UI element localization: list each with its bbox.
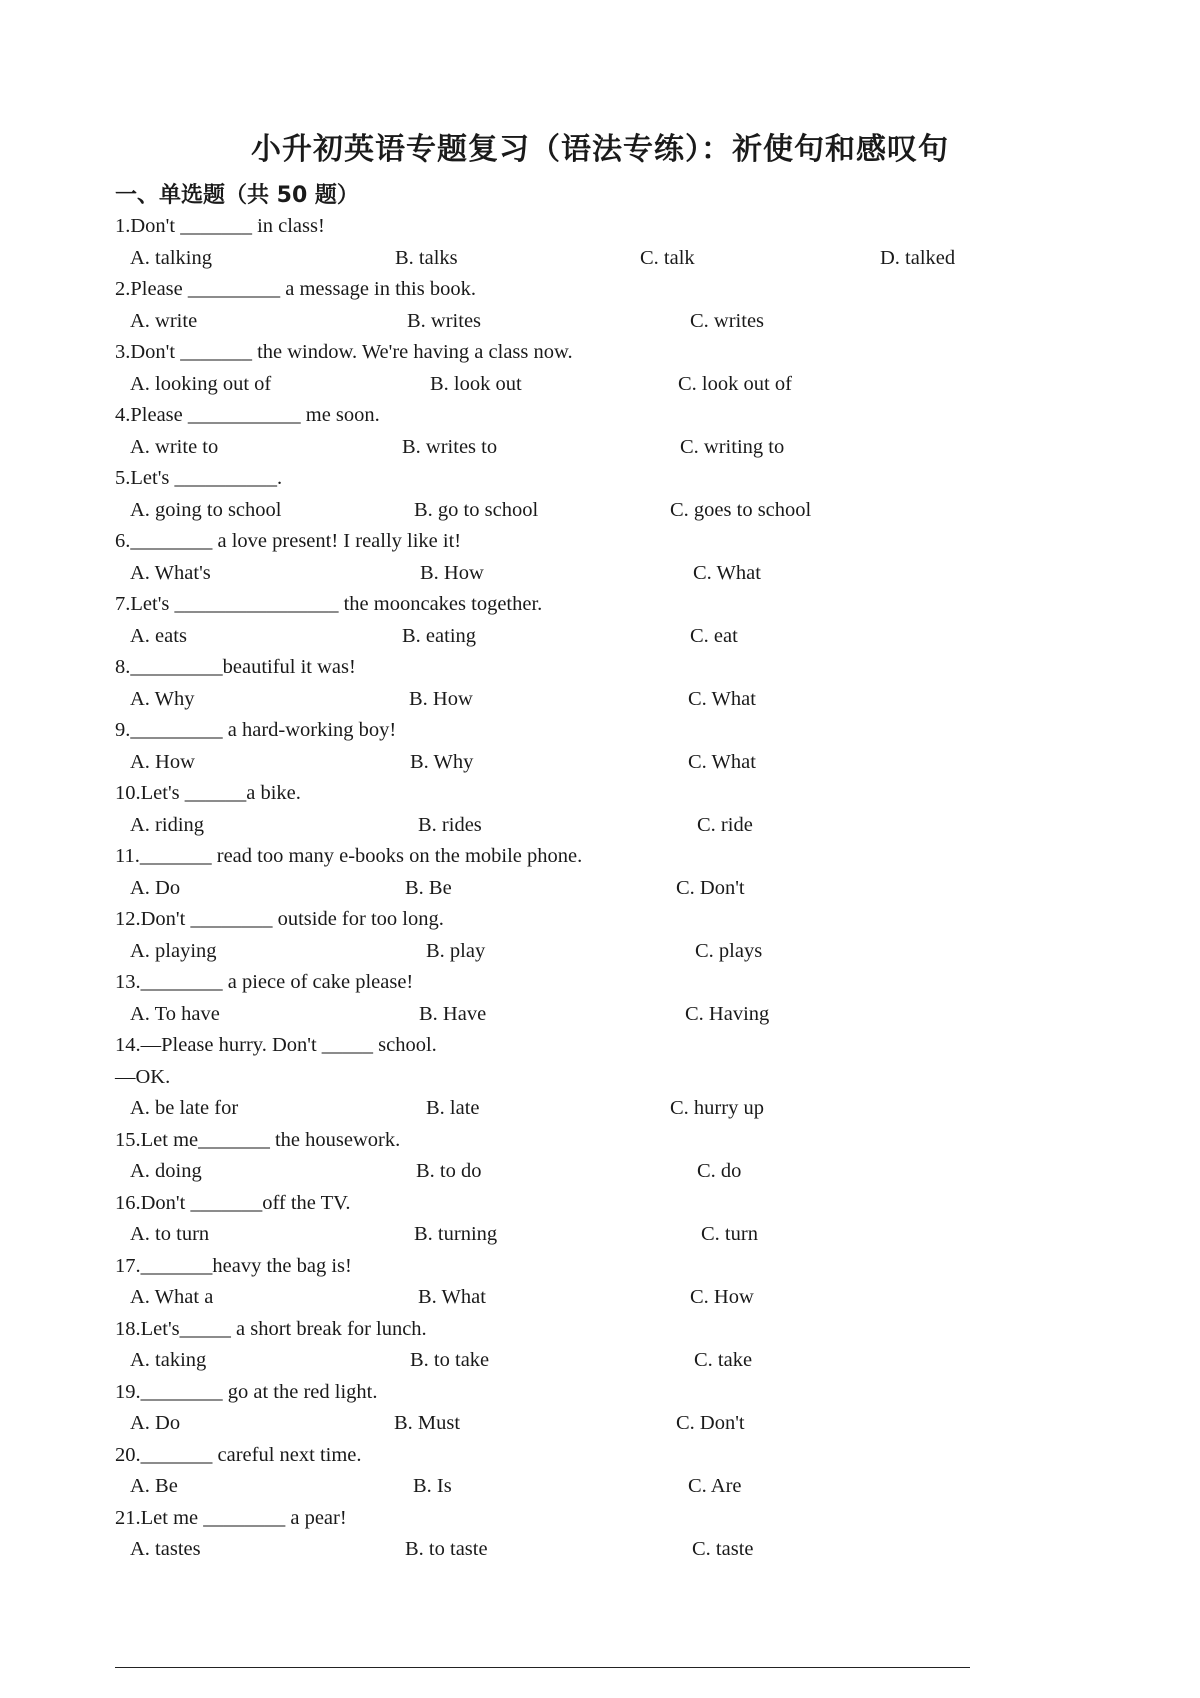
answer-option: B. writes to xyxy=(402,435,498,458)
answer-option: B. turning xyxy=(414,1223,498,1245)
answer-option: B. writes xyxy=(407,309,482,332)
question-stem: 8._________beautiful it was! xyxy=(115,656,356,678)
question-reply: —OK. xyxy=(115,1065,171,1088)
answer-option: C. How xyxy=(690,1286,754,1308)
answer-option: B. How xyxy=(409,687,473,710)
answer-option: B. to do xyxy=(416,1160,482,1182)
answer-option: C. Don't xyxy=(676,1412,745,1434)
answer-option: C. turn xyxy=(701,1223,758,1245)
question-stem: 19.________ go at the red light. xyxy=(115,1380,378,1403)
question-stem: 5.Let's __________. xyxy=(115,467,283,489)
question-stem: 6.________ a love present! I really like it! xyxy=(115,530,462,552)
footer-divider xyxy=(115,1667,970,1668)
answer-option: A. taking xyxy=(130,1349,207,1371)
answer-option: B. Be xyxy=(405,876,452,899)
answer-option: C. What xyxy=(688,687,756,710)
question-stem: 17._______heavy the bag is! xyxy=(115,1254,352,1277)
answer-option: C. What xyxy=(688,750,756,773)
answer-option: B. Must xyxy=(394,1412,461,1434)
answer-option: A. riding xyxy=(130,813,205,836)
question-stem: 12.Don't ________ outside for too long. xyxy=(115,908,444,930)
answer-option: B. look out xyxy=(430,372,522,395)
answer-option: B. eating xyxy=(402,624,477,647)
answer-option: C. Having xyxy=(685,1002,770,1025)
answer-option: A. tastes xyxy=(130,1538,201,1560)
answer-option: A. to turn xyxy=(130,1223,210,1245)
answer-option: A. What's xyxy=(130,561,211,584)
question-stem: 4.Please ___________ me soon. xyxy=(115,404,380,426)
answer-option: C. eat xyxy=(690,624,738,647)
answer-option: B. to take xyxy=(410,1349,490,1371)
page-title: 小升初英语专题复习（语法专练）：祈使句和感叹句 xyxy=(251,132,949,167)
question-stem: 18.Let's_____ a short break for lunch. xyxy=(115,1317,427,1340)
question-stem: 13.________ a piece of cake please! xyxy=(115,971,414,993)
answer-option: A. doing xyxy=(130,1160,202,1182)
answer-option: A. What a xyxy=(130,1286,214,1308)
answer-option: A. Do xyxy=(130,1412,181,1434)
answer-option: A. eats xyxy=(130,624,187,647)
answer-option: C. do xyxy=(697,1160,742,1182)
question-stem: 11._______ read too many e-books on the mobile phone. xyxy=(115,845,583,867)
answer-option: C. What xyxy=(693,561,761,584)
answer-option: C. taste xyxy=(692,1538,754,1560)
question-stem: 21.Let me ________ a pear! xyxy=(115,1506,347,1529)
answer-option: B. What xyxy=(418,1286,486,1308)
answer-option: A. To have xyxy=(130,1002,220,1025)
answer-option: A. Do xyxy=(130,876,181,899)
answer-option: C. goes to school xyxy=(670,498,812,521)
question-stem: 1.Don't _______ in class! xyxy=(115,215,325,237)
section-heading: 一、单选题（共 50 题） xyxy=(115,183,359,208)
answer-option: A. playing xyxy=(130,939,217,962)
answer-option: B. talks xyxy=(395,246,458,269)
answer-option: B. go to school xyxy=(414,498,539,521)
answer-option: C. look out of xyxy=(678,372,792,395)
answer-option: A. write xyxy=(130,309,198,332)
answer-option: C. plays xyxy=(695,939,763,962)
answer-option: C. ride xyxy=(697,813,753,836)
question-stem: 3.Don't _______ the window. We're having a class now. xyxy=(115,341,573,363)
question-stem: 2.Please _________ a message in this book. xyxy=(115,278,476,300)
answer-option: B. play xyxy=(426,939,486,962)
question-stem: 20._______ careful next time. xyxy=(115,1443,362,1466)
question-stem: 16.Don't _______off the TV. xyxy=(115,1191,351,1214)
question-stem: 15.Let me_______ the housework. xyxy=(115,1128,401,1151)
answer-option: B. late xyxy=(426,1097,480,1119)
answer-option: B. Why xyxy=(410,750,474,773)
answer-option: A. going to school xyxy=(130,498,282,521)
question-stem: 9._________ a hard-working boy! xyxy=(115,719,397,741)
answer-option: B. Have xyxy=(419,1002,487,1025)
answer-option: A. How xyxy=(130,750,195,773)
answer-option: A. looking out of xyxy=(130,372,272,395)
answer-option: D. talked xyxy=(880,246,956,269)
answer-option: C. talk xyxy=(640,246,695,269)
answer-option: A. Be xyxy=(130,1475,178,1497)
answer-option: A. talking xyxy=(130,246,212,269)
answer-option: C. Don't xyxy=(676,876,745,899)
answer-option: A. be late for xyxy=(130,1097,239,1119)
answer-option: A. write to xyxy=(130,435,219,458)
answer-option: C. take xyxy=(694,1349,753,1371)
answer-option: B. Is xyxy=(413,1475,452,1497)
answer-option: C. Are xyxy=(688,1475,742,1497)
question-stem: 7.Let's ________________ the mooncakes together. xyxy=(115,593,543,615)
answer-option: A. Why xyxy=(130,687,195,710)
question-stem: 14.—Please hurry. Don't _____ school. xyxy=(115,1034,437,1056)
answer-option: B. How xyxy=(420,561,484,584)
answer-option: C. hurry up xyxy=(670,1097,764,1119)
answer-option: B. rides xyxy=(418,813,482,836)
answer-option: B. to taste xyxy=(405,1538,488,1560)
question-stem: 10.Let's ______a bike. xyxy=(115,782,301,804)
answer-option: C. writes xyxy=(690,309,765,332)
answer-option: C. writing to xyxy=(680,435,785,458)
